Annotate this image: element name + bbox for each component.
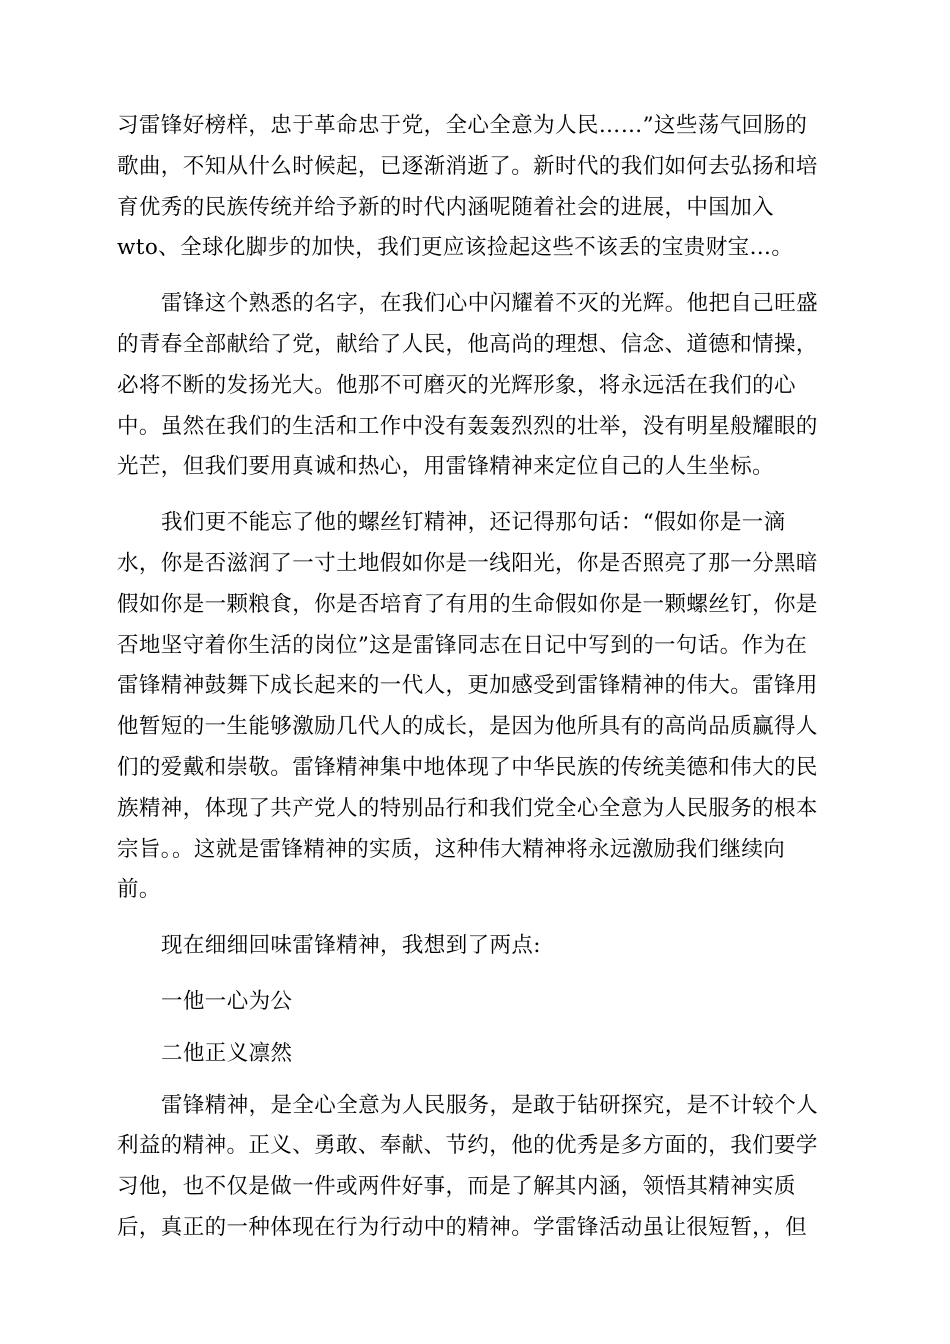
text-line: 他暂短的一生能够激励几代人的成长，是因为他所具有的高尚品质赢得人 — [117, 714, 818, 740]
text-line: 光芒，但我们要用真诚和热心，用雷锋精神来定位自己的人生坐标。 — [117, 454, 775, 480]
text-line: 利益的精神。正义、勇敢、奉献、节约，他的优秀是多方面的，我们要学 — [117, 1133, 818, 1159]
document-body — [117, 106, 833, 1264]
list-item: 二他正义凛然 — [161, 1040, 293, 1066]
text-line: 育优秀的民族传统并给予新的时代内涵呢随着社会的进展，中国加入 — [117, 194, 775, 220]
text-line: 歌曲，不知从什么时候起，已逐渐消逝了。新时代的我们如何去弘扬和培 — [117, 153, 818, 179]
paragraph-4 — [117, 926, 833, 967]
text-line: 中。虽然在我们的生活和工作中没有轰轰烈烈的壮举，没有明星般耀眼的 — [117, 413, 818, 439]
text-line: 雷锋这个熟悉的名字，在我们心中闪耀着不灭的光辉。他把自己旺盛 — [161, 291, 819, 317]
text-line: 必将不断的发扬光大。他那不可磨灭的光辉形象，将永远活在我们的心 — [117, 372, 796, 398]
text-line: 假如你是一颗粮食，你是否培育了有用的生命假如你是一颗螺丝钉，你是 — [117, 591, 818, 617]
text-line: 水，你是否滋润了一寸土地假如你是一线阳光，你是否照亮了那一分黑暗 — [117, 550, 818, 576]
text-line: 的青春全部献给了党，献给了人民，他高尚的理想、信念、道德和情操， — [117, 331, 818, 357]
text-line: 们的爱戴和崇敬。雷锋精神集中地体现了中华民族的传统美德和伟大的民 — [117, 754, 818, 780]
paragraph-closing — [117, 1086, 833, 1249]
text-line: 习他，也不仅是做一件或两件好事，而是了解其内涵，领悟其精神实质 — [117, 1174, 796, 1200]
text-line: 雷锋精神鼓舞下成长起来的一代人，更加感受到雷锋精神的伟大。雷锋用 — [117, 673, 818, 699]
paragraph-2 — [117, 284, 833, 488]
text-line: 后，真正的一种体现在行为行动中的精神。学雷锋活动虽让很短暂，，但 — [117, 1214, 808, 1240]
text-line: 雷锋精神，是全心全意为人民服务，是敢于钻研探究，是不计较个人 — [161, 1092, 819, 1118]
text-line: 宗旨。。这就是雷锋精神的实质，这种伟大精神将永远激励我们继续向 — [117, 836, 786, 862]
text-line: 习雷锋好榜样，忠于革命忠于党，全心全意为人民……”这些荡气回肠的 — [117, 113, 808, 138]
text-line: 前。 — [117, 877, 161, 903]
text-line: 我们更不能忘了他的螺丝钉精神，还记得那句话：“假如你是一滴 — [161, 510, 786, 536]
text-line: 族精神，体现了共产党人的特别品行和我们党全心全意为人民服务的根本 — [117, 795, 818, 821]
text-line: 现在细细回味雷锋精神，我想到了两点: — [161, 933, 541, 959]
text-line: wto、全球化脚步的加快，我们更应该捡起这些不该丢的宝贵财宝…。 — [117, 235, 794, 261]
list-item: 一他一心为公 — [161, 988, 293, 1014]
text-line: 否地坚守着你生活的岗位”这是雷锋同志在日记中写到的一句话。作为在 — [117, 632, 808, 658]
paragraph-3 — [117, 503, 833, 911]
paragraph-1 — [117, 106, 833, 269]
